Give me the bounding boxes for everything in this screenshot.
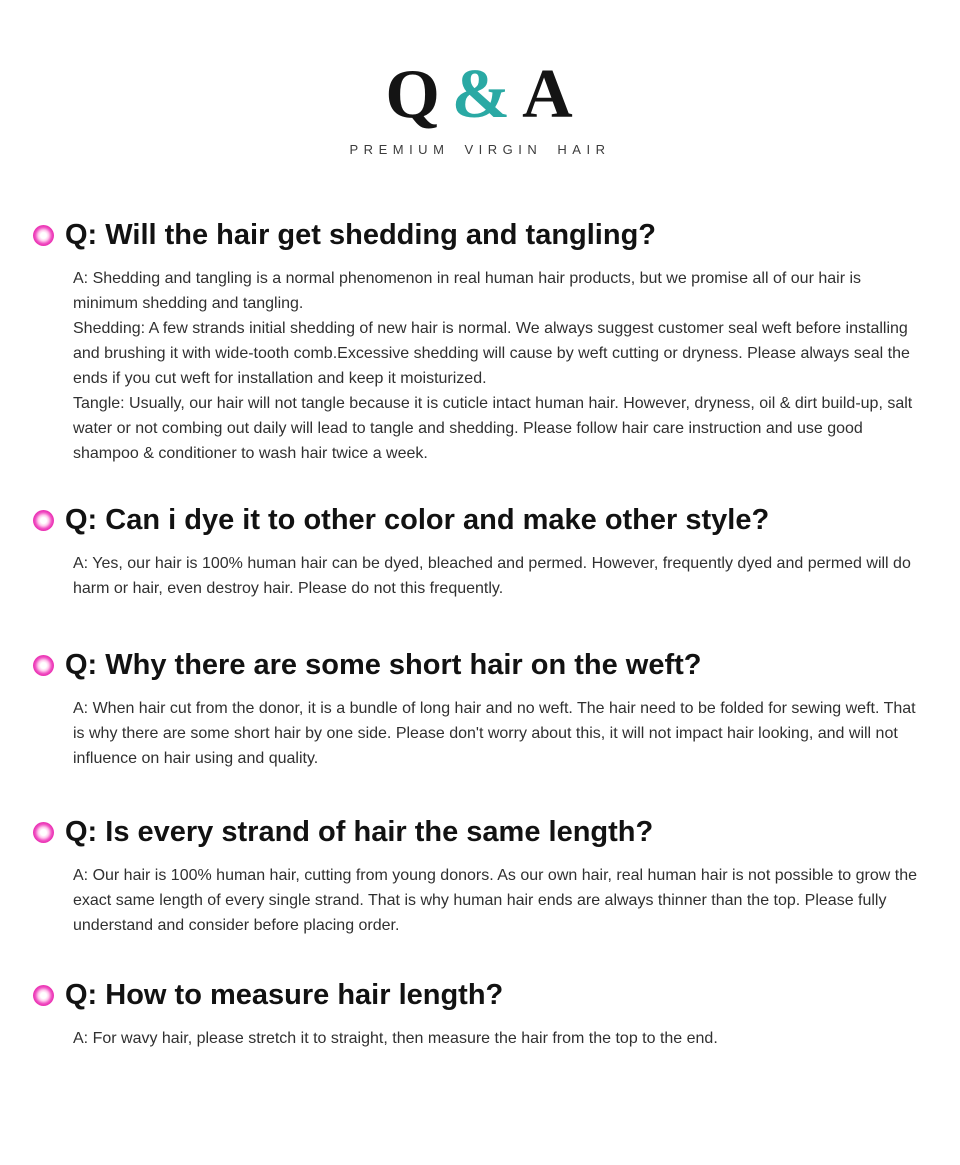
qa-section-short-hair-weft — [33, 647, 960, 771]
qa-section-dye-color — [33, 502, 960, 601]
question-heading: Q: Can i dye it to other color and make other style? — [65, 504, 770, 536]
answer-text — [73, 1026, 919, 1051]
title-letter-q: Q — [385, 56, 442, 133]
question-heading: Q: Will the hair get shedding and tangling? — [65, 219, 657, 251]
question-row — [33, 217, 960, 253]
answer-text — [73, 551, 919, 601]
pink-ring-bullet-icon — [33, 510, 54, 531]
pink-ring-bullet-icon — [33, 822, 54, 843]
answer-paragraph: A: When hair cut from the donor, it is a bundle of long hair and no weft. The hair need to be folded for sewing weft. That is why there are some short hair by one side. Please don't worry about this, it will not impact hair looking, and will not influence on hair using and quality. — [73, 700, 916, 767]
answer-text — [73, 266, 919, 466]
question-heading: Q: How to measure hair length? — [65, 979, 504, 1011]
answer-paragraph: Tangle: Usually, our hair will not tangle because it is cuticle intact human hair. However, dryness, oil & dirt build-up, salt water or not combing out daily will lead to tangle and shedding. Please follow hair care instruction and use good shampoo & conditioner to wash hair twice a week. — [73, 395, 913, 462]
page-header — [0, 0, 960, 157]
question-row — [33, 502, 960, 538]
answer-paragraph: Shedding: A few strands initial shedding of new hair is normal. We always suggest customer seal weft before installing and brushing it with wide-tooth comb.Excessive shedding will cause by weft cutting or dryness. Please always seal the ends if you cut weft for installation and keep it moisturized. — [73, 320, 910, 387]
title-letter-a: A — [522, 56, 575, 133]
qa-section-same-length — [33, 814, 960, 938]
qa-section-measure-length — [33, 977, 960, 1051]
answer-paragraph: A: Our hair is 100% human hair, cutting from young donors. As our own hair, real human hair is not possible to grow the exact same length of every single strand. That is why human hair ends are always thinner than the top. Please fully understand and consider before placing order. — [73, 867, 918, 934]
answer-text — [73, 863, 919, 938]
question-heading: Q: Why there are some short hair on the weft? — [65, 649, 702, 681]
title-ampersand: & — [451, 56, 513, 133]
brand-subtitle: PREMIUM VIRGIN HAIR — [349, 142, 611, 157]
qa-section-shedding-tangling — [33, 217, 960, 466]
question-heading: Q: Is every strand of hair the same length? — [65, 816, 654, 848]
pink-ring-bullet-icon — [33, 225, 54, 246]
pink-ring-bullet-icon — [33, 985, 54, 1006]
question-row — [33, 647, 960, 683]
qa-sections — [33, 217, 960, 1051]
question-row — [33, 977, 960, 1013]
answer-paragraph: A: Yes, our hair is 100% human hair can be dyed, bleached and permed. However, frequently dyed and permed will do harm or hair, even destroy hair. Please do not this frequently. — [73, 555, 911, 597]
answer-paragraph: A: Shedding and tangling is a normal phenomenon in real human hair products, but we promise all of our hair is minimum shedding and tangling. — [73, 270, 862, 312]
page-title — [0, 58, 960, 132]
answer-text — [73, 696, 919, 771]
question-row — [33, 814, 960, 850]
answer-paragraph: A: For wavy hair, please stretch it to straight, then measure the hair from the top to the end. — [73, 1030, 718, 1047]
pink-ring-bullet-icon — [33, 655, 54, 676]
